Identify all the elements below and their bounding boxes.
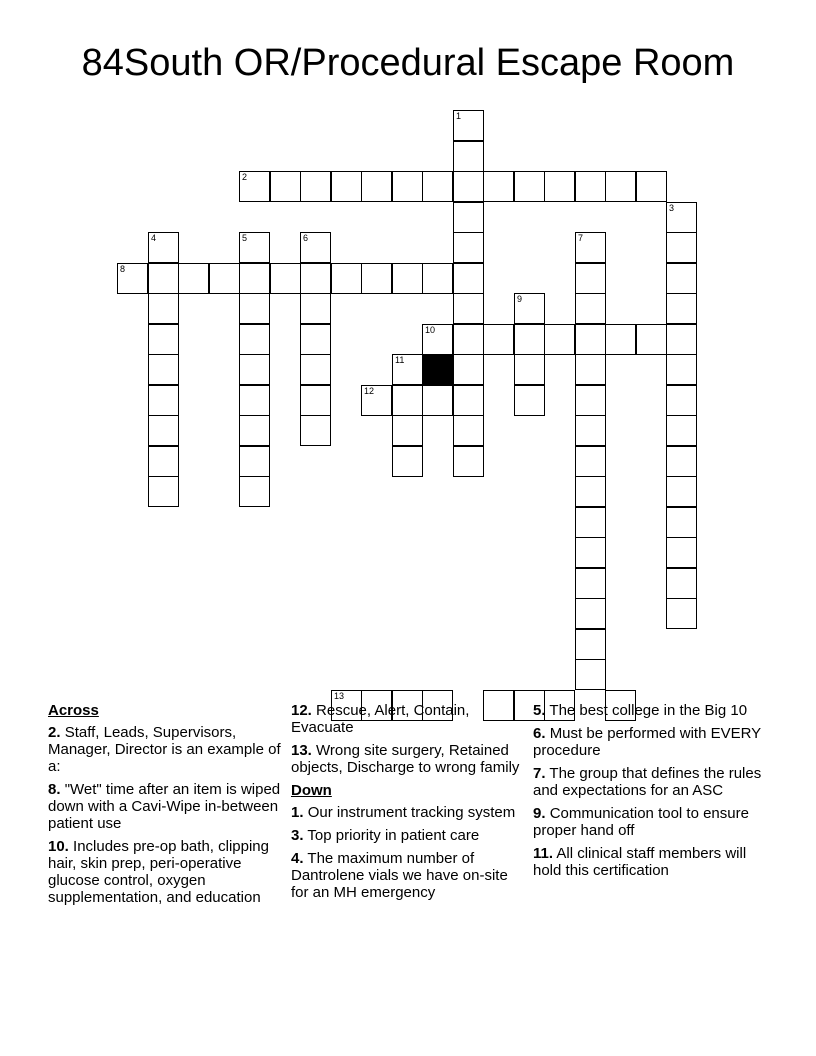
clue-text: Our instrument tracking system (307, 804, 516, 821)
grid-cell[interactable] (575, 415, 606, 446)
grid-cell[interactable] (148, 232, 179, 263)
down-clue (291, 827, 527, 844)
clue-text: Staff, Leads, Supervisors, Manager, Director is an example of a: (48, 724, 281, 775)
grid-cell[interactable] (544, 324, 575, 355)
grid-cell[interactable] (605, 324, 636, 355)
grid-cell[interactable] (239, 263, 270, 294)
grid-cell[interactable] (300, 324, 331, 355)
grid-cell[interactable] (666, 415, 697, 446)
grid-cell[interactable] (422, 385, 453, 416)
clue-text: The group that defines the rules and expectations for an ASC (533, 765, 762, 799)
clue-number-label: 13 (334, 691, 345, 701)
down-clue (533, 702, 773, 719)
grid-cell[interactable] (666, 385, 697, 416)
grid-cell[interactable] (575, 659, 606, 690)
grid-cell[interactable] (270, 263, 301, 294)
across-clue (48, 724, 284, 775)
clues-column-1 (48, 702, 284, 912)
puzzle-title: 84South OR/Procedural Escape Room (81, 42, 735, 84)
grid-cell[interactable] (575, 263, 606, 294)
grid-cell[interactable] (453, 293, 484, 324)
grid-cell[interactable] (514, 293, 545, 324)
across-clue (291, 702, 527, 736)
grid-cell[interactable] (300, 171, 331, 202)
grid-cell[interactable] (514, 171, 545, 202)
grid-cell[interactable] (666, 263, 697, 294)
grid-cell[interactable] (361, 263, 392, 294)
grid-cell[interactable] (453, 324, 484, 355)
grid-cell[interactable] (666, 507, 697, 538)
clue-text: "Wet" time after an item is wiped down with a Cavi-Wipe in-between patient use (48, 781, 281, 832)
down-clue (533, 765, 773, 799)
grid-cell[interactable] (300, 293, 331, 324)
clue-text: The maximum number of Dantrolene vials we have on-site for an MH emergency (291, 850, 508, 901)
grid-cell[interactable] (575, 354, 606, 385)
grid-cell[interactable] (575, 598, 606, 629)
clue-number-label: 9 (517, 294, 523, 304)
grid-cell[interactable] (514, 324, 545, 355)
grid-cell[interactable] (239, 354, 270, 385)
grid-cell[interactable] (605, 171, 636, 202)
clue-text: Wrong site surgery, Retained objects, Discharge to wrong family (291, 742, 520, 776)
grid-cell[interactable] (453, 110, 484, 141)
grid-cell[interactable] (361, 385, 392, 416)
grid-cell[interactable] (514, 385, 545, 416)
across-clue (291, 742, 527, 776)
grid-cell[interactable] (300, 232, 331, 263)
clue-text: Includes pre-op bath, clipping hair, skin prep, peri-operative glucose control, oxygen supplementation, and education (48, 838, 269, 906)
clue-number: 6. (533, 725, 546, 742)
grid-cell[interactable] (575, 293, 606, 324)
clue-number: 5. (533, 702, 546, 719)
clue-number: 10. (48, 838, 69, 855)
grid-cell[interactable] (666, 232, 697, 263)
grid-cell[interactable] (148, 263, 179, 294)
clue-number: 9. (533, 805, 546, 822)
grid-cell[interactable] (148, 385, 179, 416)
grid-cell[interactable] (361, 171, 392, 202)
clue-number-label: 7 (578, 233, 584, 243)
across-clue (48, 838, 284, 906)
grid-cell[interactable] (270, 171, 301, 202)
grid-cell[interactable] (239, 446, 270, 477)
grid-cell[interactable] (575, 568, 606, 599)
grid-cell[interactable] (453, 202, 484, 233)
clue-text: All clinical staff members will hold this certification (533, 845, 747, 879)
grid-cell[interactable] (453, 263, 484, 294)
grid-cell[interactable] (300, 354, 331, 385)
grid-cell[interactable] (331, 263, 362, 294)
clue-number: 12. (291, 702, 312, 719)
across-heading: Across (48, 702, 99, 719)
clue-text: Must be performed with EVERY procedure (533, 725, 761, 759)
clue-number-label: 6 (303, 233, 309, 243)
grid-cell[interactable] (514, 354, 545, 385)
grid-cell[interactable] (666, 476, 697, 507)
grid-cell[interactable] (666, 598, 697, 629)
grid-cell[interactable] (392, 263, 423, 294)
grid-cell[interactable] (636, 171, 667, 202)
down-clue (291, 804, 527, 821)
grid-cell[interactable] (148, 415, 179, 446)
down-clue (533, 725, 773, 759)
grid-cell[interactable] (148, 324, 179, 355)
clue-number-label: 10 (425, 325, 436, 335)
clue-number-label: 2 (242, 172, 248, 182)
grid-cell[interactable] (544, 171, 575, 202)
grid-cell[interactable] (453, 141, 484, 172)
grid-cell[interactable] (575, 324, 606, 355)
clue-number: 11. (533, 845, 554, 862)
grid-cell[interactable] (392, 446, 423, 477)
down-clue (533, 845, 773, 879)
grid-cell[interactable] (422, 263, 453, 294)
clue-number-label: 8 (120, 264, 126, 274)
grid-cell[interactable] (575, 385, 606, 416)
grid-cell[interactable] (453, 232, 484, 263)
grid-cell[interactable] (666, 324, 697, 355)
grid-cell[interactable] (575, 537, 606, 568)
clue-number: 8. (48, 781, 61, 798)
grid-cell[interactable] (575, 446, 606, 477)
grid-cell[interactable] (148, 476, 179, 507)
grid-cell[interactable] (575, 629, 606, 660)
grid-cell[interactable] (575, 171, 606, 202)
clue-number-label: 11 (395, 355, 405, 365)
grid-cell[interactable] (483, 324, 514, 355)
grid-cell[interactable] (453, 446, 484, 477)
clue-number: 3. (291, 827, 304, 844)
grid-cell[interactable] (575, 507, 606, 538)
grid-cell[interactable] (453, 354, 484, 385)
clue-number-label: 12 (364, 386, 375, 396)
down-clue (533, 805, 773, 839)
down-clue (291, 850, 527, 901)
grid-cell[interactable] (392, 171, 423, 202)
grid-cell[interactable] (178, 263, 209, 294)
clues-column-3 (533, 702, 773, 885)
blocked-cell (422, 354, 453, 385)
clue-text: Top priority in patient care (307, 827, 480, 844)
grid-cell[interactable] (239, 324, 270, 355)
clues-column-2 (291, 702, 527, 907)
grid-cell[interactable] (300, 263, 331, 294)
clue-number: 13. (291, 742, 312, 759)
clue-number-label: 4 (151, 233, 157, 243)
grid-cell[interactable] (575, 476, 606, 507)
grid-cell[interactable] (331, 171, 362, 202)
clue-number: 2. (48, 724, 61, 741)
clue-number-label: 5 (242, 233, 248, 243)
grid-cell[interactable] (148, 446, 179, 477)
grid-cell[interactable] (392, 385, 423, 416)
grid-cell[interactable] (422, 324, 453, 355)
grid-cell[interactable] (392, 354, 423, 385)
grid-cell[interactable] (666, 537, 697, 568)
grid-cell[interactable] (666, 293, 697, 324)
grid-cell[interactable] (300, 385, 331, 416)
grid-cell[interactable] (453, 415, 484, 446)
clue-number-label: 1 (456, 111, 462, 121)
grid-cell[interactable] (239, 385, 270, 416)
grid-cell[interactable] (666, 568, 697, 599)
across-clue (48, 781, 284, 832)
grid-cell[interactable] (666, 202, 697, 233)
grid-cell[interactable] (666, 354, 697, 385)
grid-cell[interactable] (453, 385, 484, 416)
grid-cell[interactable] (300, 415, 331, 446)
clue-number-label: 3 (669, 203, 675, 213)
grid-cell[interactable] (209, 263, 240, 294)
grid-cell[interactable] (575, 232, 606, 263)
grid-cell[interactable] (636, 324, 667, 355)
grid-cell[interactable] (239, 232, 270, 263)
down-heading: Down (291, 782, 332, 799)
clue-number: 4. (291, 850, 304, 867)
grid-cell[interactable] (453, 171, 484, 202)
clue-text: Communication tool to ensure proper hand off (533, 805, 749, 839)
grid-cell[interactable] (239, 293, 270, 324)
grid-cell[interactable] (148, 293, 179, 324)
clue-number: 1. (291, 804, 304, 821)
grid-cell[interactable] (239, 476, 270, 507)
clue-text: Rescue, Alert, Contain, Evacuate (291, 702, 470, 736)
grid-cell[interactable] (422, 171, 453, 202)
grid-cell[interactable] (117, 263, 148, 294)
clue-text: The best college in the Big 10 (549, 702, 748, 719)
grid-cell[interactable] (148, 354, 179, 385)
clue-number: 7. (533, 765, 546, 782)
grid-cell[interactable] (392, 415, 423, 446)
grid-cell[interactable] (483, 171, 514, 202)
grid-cell[interactable] (239, 415, 270, 446)
grid-cell[interactable] (239, 171, 270, 202)
grid-cell[interactable] (666, 446, 697, 477)
